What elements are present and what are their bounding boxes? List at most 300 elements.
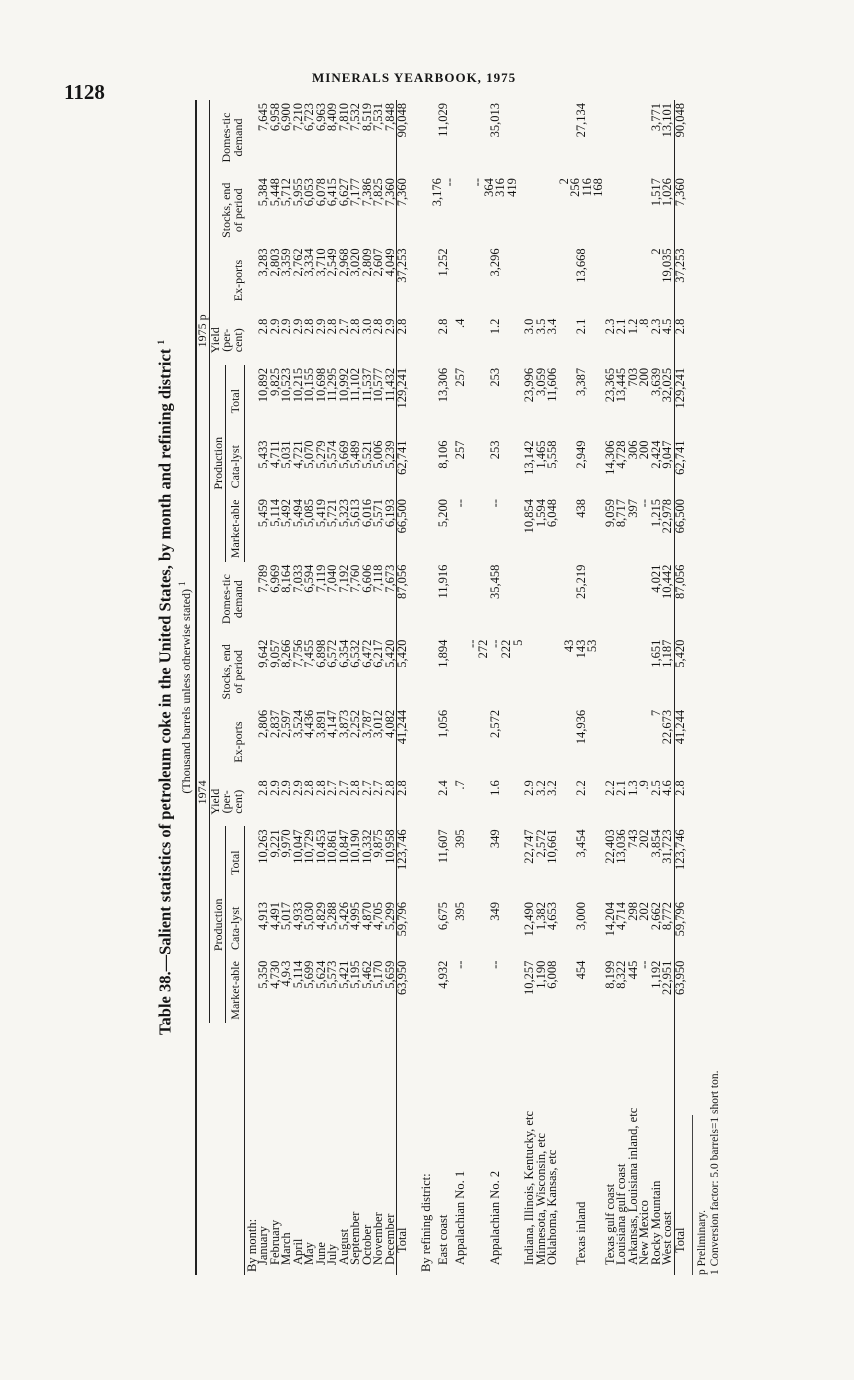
cell-1975 [536, 245, 548, 315]
footnote-conversion: 1 Conversion factor: 5.0 barrels=1 short ton. [709, 1070, 721, 1275]
cell-1974: 6,572 [325, 639, 339, 668]
cell-1975: 3,334 [302, 248, 316, 277]
cell-1974: 1,190 [533, 960, 548, 989]
cell-1975: 129,241 [674, 365, 686, 438]
cell-1975: 6,627 [336, 178, 351, 207]
cell-1975: 2.8 [674, 316, 686, 365]
cell-1975: 4.5 [660, 318, 674, 335]
total-header-1974: Total [225, 826, 244, 899]
cell-1974: 3,891 [313, 709, 328, 739]
row-label: June [313, 1242, 328, 1265]
cell-1974: 2.8 [674, 777, 686, 826]
month-row [339, 100, 351, 1275]
cell-1974: 5,573 [325, 960, 339, 989]
cell-1975: 5,384 [256, 178, 270, 207]
cell-1975: 11,295 [325, 367, 339, 402]
cell-1974: 7,673 [382, 564, 397, 593]
cell-1975: 2.8 [371, 318, 385, 335]
cell-1975: 257 [453, 440, 467, 460]
cell-1975: 5,279 [313, 440, 328, 469]
row-label: July [325, 1244, 339, 1265]
cell-1975: 1,215 [648, 499, 663, 528]
cell-1974: 3,787 [359, 709, 374, 739]
cell-1975: 2,949 [573, 440, 588, 469]
month-row [281, 100, 293, 1275]
cell-1975: 1,026 [660, 178, 674, 207]
cell-1974 [628, 637, 640, 707]
cell-1974: 3,854 [648, 829, 663, 858]
year-1974-header: 1974 [196, 562, 209, 1024]
cell-1974 [547, 562, 559, 637]
cell-1974: 445 [625, 960, 640, 980]
cell-1975: 62,741 [674, 437, 686, 496]
cell-1975: -- [453, 499, 467, 508]
cell-1975: 9,059 [602, 499, 617, 528]
cell-1975: 14,306 [602, 440, 617, 475]
cell-1975: 2,809 [359, 248, 374, 277]
cell-1974: 6,217 [371, 639, 385, 668]
cell-1974: 12,490 [522, 902, 536, 937]
empty-cell [419, 496, 433, 562]
cell-1974: 2.1 [614, 780, 628, 796]
cell-1974: 8,164 [279, 564, 293, 593]
cell-1975 [547, 245, 559, 315]
cell-1975: 5,239 [382, 440, 397, 469]
cell-1975 [616, 100, 628, 175]
cell-1975: 1,517 [648, 178, 663, 207]
district-row [559, 100, 605, 1275]
cell-1974: 6,898 [313, 639, 328, 668]
cell-1974: 2.8 [256, 780, 270, 796]
cell-1974: 5,299 [382, 902, 397, 931]
cell-1975: 10,523 [279, 367, 293, 403]
cell-1975: 5,558 [545, 440, 559, 469]
cell-1975 [605, 245, 617, 315]
empty-cell [419, 637, 433, 707]
cell-1975: 2.8 [348, 318, 362, 335]
cell-1974: 349 [487, 902, 502, 921]
cell-1975: 7,360 [674, 175, 686, 245]
row-label: Indiana, Illinois, Kentucky, etc [522, 1110, 536, 1265]
cell-1975: 3,059 [533, 367, 548, 396]
cell-1974: 3.2 [545, 780, 559, 796]
cell-1975: 2.8 [325, 318, 339, 335]
marketable-header-1975: Market-able [225, 496, 244, 562]
row-label: Total [397, 1023, 409, 1275]
row-label: Oklahoma, Kansas, etc [545, 1149, 559, 1265]
cell-1974: 8,266 [279, 639, 293, 668]
cell-1974: 41,244 [674, 707, 686, 777]
cell-1974: 2.7 [371, 780, 385, 796]
row-label: August [336, 1228, 351, 1265]
cell-1974: 10,847 [336, 829, 351, 864]
cell-1975: 3,771 [648, 103, 663, 132]
cell-1975: -- [487, 499, 502, 508]
cell-1974: 5,699 [302, 960, 316, 989]
cell-1974: 7,118 [371, 564, 385, 593]
cell-1975: 7,360 [397, 175, 409, 245]
row-label: March [279, 1232, 293, 1265]
yield-header-1974: Yield (per-cent) [207, 788, 245, 815]
cell-1974: 10,453 [313, 829, 328, 864]
cell-1974: 4,933 [290, 902, 305, 931]
cell-1975 [547, 175, 559, 245]
cell-1974: 4,705 [371, 902, 385, 931]
cell-1975: 2,803 [267, 248, 282, 277]
cell-1974: 123,746 [397, 826, 409, 899]
cell-1974: 1,382 [533, 902, 548, 931]
cell-1974: 9,970 [279, 829, 293, 858]
cell-1974: 63,950 [674, 958, 686, 1024]
district-row [628, 100, 640, 1275]
cell-1975: 7,810 [336, 103, 351, 132]
cell-1975: 2,424 [648, 440, 663, 469]
cell-1974: 41,244 [397, 707, 409, 777]
cell-1975 [524, 175, 536, 245]
row-label: February [267, 1219, 282, 1265]
district-total-row [674, 100, 686, 1275]
cell-1974: 7,192 [336, 564, 351, 593]
cell-1974: 2,597 [279, 709, 293, 739]
cell-1975: 5,459 [256, 499, 270, 528]
row-label: Total [674, 1023, 686, 1275]
district-row [547, 100, 559, 1275]
cell-1975: 2.9 [382, 318, 397, 335]
cell-1975: 5,419 [313, 499, 328, 528]
cell-1975: 8,409 [325, 103, 339, 132]
cell-1974: 5,420 [382, 639, 397, 668]
cell-1974: 4,9‹3 [279, 960, 293, 987]
cell-1974: 1,056 [435, 709, 450, 739]
cell-1975: 6,078 [313, 178, 328, 207]
cell-1975: 7,531 [371, 103, 385, 132]
empty-cell [419, 365, 433, 438]
cell-1975: 2.1 [614, 318, 628, 335]
cell-1975: 7,210 [290, 103, 305, 132]
cell-1975: 5,613 [348, 499, 362, 528]
cell-1975 [547, 100, 559, 175]
cell-1974: 8,199 [602, 960, 617, 989]
cell-1975: 2,549 [325, 248, 339, 277]
cell-1974: 3,012 [371, 709, 385, 739]
cell-1975: 3.0 [522, 318, 536, 335]
cell-1974 [605, 562, 617, 637]
cell-1975: 22,978 [660, 499, 674, 534]
cell-1974: 3,873 [336, 709, 351, 739]
cell-1974: -- [453, 960, 467, 969]
cell-1975: 7,532 [348, 103, 362, 132]
cell-1974: 22,747 [522, 829, 536, 864]
cell-1974: 31,723 [660, 829, 674, 864]
domestic-header-1974: Domes-tic demand [219, 574, 245, 625]
cell-1975: 1,594 [533, 499, 548, 528]
cell-1975: 8,106 [435, 440, 450, 469]
cell-1974: 2,572 [533, 829, 548, 858]
cell-1975: 6,963 [313, 103, 328, 132]
cell-1974: 6,354 [336, 639, 351, 668]
cell-1975: 6,053 [302, 178, 316, 207]
cell-1975: 10,854 [522, 499, 536, 534]
cell-1974 [547, 707, 559, 777]
district-row [455, 100, 467, 1275]
cell-1975 [455, 175, 467, 245]
cell-1974: 10,661 [545, 829, 559, 864]
cell-1974: 8,322 [614, 960, 628, 989]
month-row [258, 100, 270, 1275]
cell-1974: 4,995 [348, 902, 362, 931]
cell-1974 [524, 707, 536, 777]
cell-1974: 1,192 [648, 960, 663, 989]
section-label: By refining district: [418, 1173, 433, 1272]
cell-1975: 1,252 [435, 248, 450, 277]
cell-1974 [536, 562, 548, 637]
section-label: By month: [244, 1218, 259, 1272]
cell-1975: 10,992 [336, 367, 351, 403]
cell-1974: 2.8 [313, 780, 328, 796]
cell-1974: 7,040 [325, 564, 339, 593]
cell-1975 [616, 245, 628, 315]
cell-1975: 438 [573, 499, 588, 518]
district-row [524, 100, 536, 1275]
cell-1975: 3,296 [487, 248, 502, 277]
row-label: Louisiana gulf coast [614, 1163, 628, 1265]
page-number: 1128 [64, 80, 105, 104]
cell-1975: 2 [648, 248, 663, 255]
cell-1975: 4,049 [382, 248, 397, 277]
cell-1975: 3,639 [648, 367, 663, 396]
cell-1974: 11,607 [435, 829, 450, 864]
cell-1974 [536, 637, 548, 707]
district-row [605, 100, 617, 1275]
cell-1975 [628, 245, 640, 315]
cell-1975: 5,031 [279, 440, 293, 469]
cell-1975: 90,048 [674, 100, 686, 175]
cell-1974: 349 [487, 829, 502, 849]
empty-cell [419, 707, 433, 777]
cell-1975: 3,359 [279, 248, 293, 277]
month-row [304, 100, 316, 1275]
cell-1975: 3,176 -- [430, 178, 456, 207]
month-row [350, 100, 362, 1275]
footnotes [692, 1070, 722, 1275]
cell-1975: 7,645 [256, 103, 270, 132]
cell-1974: 2.2 [573, 780, 588, 796]
cell-1975: 2.9 [267, 318, 282, 335]
cell-1974: -- [637, 960, 651, 969]
cell-1975: 37,253 [674, 245, 686, 315]
cell-1975 [536, 175, 548, 245]
cell-1975 [628, 175, 640, 245]
cell-1974: 87,056 [674, 562, 686, 637]
cell-1974: 2.9 [290, 780, 305, 796]
cell-1974: 14,936 [573, 709, 588, 745]
row-label: Rocky Mountain [648, 1180, 663, 1265]
cell-1975: 2.8 [256, 318, 270, 335]
cell-1975: 3.5 [533, 318, 548, 335]
cell-1975: 5,494 [290, 499, 305, 528]
cell-1974: 1,651 [648, 639, 663, 668]
cell-1975: 32,025 [660, 367, 674, 403]
cell-1974: 10,442 [660, 564, 674, 599]
cell-1974: 7,033 [290, 564, 305, 593]
cell-1975: 200 [637, 440, 651, 460]
cell-1974: 1.3 [625, 780, 640, 796]
table-title: Table 38.—Salient statistics of petroleum coke in the United States, by month and refining district $^1$ [155, 340, 175, 1035]
row-label: East coast [435, 1214, 450, 1265]
cell-1975: 19,035 [660, 248, 674, 283]
row-label: Texas gulf coast [602, 1183, 617, 1265]
cell-1975: 5,433 [256, 440, 270, 469]
cell-1975: 3,387 [573, 367, 588, 396]
cell-1974: 63,950 [397, 958, 409, 1024]
year-1975-header: 1975 p [196, 100, 209, 562]
month-row [316, 100, 328, 1275]
cell-1975: 6,016 [359, 499, 374, 528]
district-row [467, 100, 525, 1275]
cell-1974: 59,796 [674, 899, 686, 958]
cell-1974: 6,472 [359, 639, 374, 668]
empty-cell [419, 777, 433, 826]
cell-1974: 14,204 [602, 902, 617, 937]
cell-1974: 5,350 [256, 960, 270, 989]
cell-1974: 1,187 [660, 639, 674, 668]
cell-1975: 5,712 [279, 178, 293, 207]
cell-1974: 2,662 [648, 902, 663, 931]
cell-1975: 2.7 [336, 318, 351, 335]
cell-1974 [455, 562, 467, 637]
marketable-header-1974: Market-able [225, 958, 244, 1024]
cell-1974 [616, 637, 628, 707]
cell-1975: 2.9 [290, 318, 305, 335]
total-header-1975: Total [225, 365, 244, 438]
production-header-1975: Production [209, 365, 225, 562]
cell-1974: 5,426 [336, 902, 351, 931]
cell-1974: 5,659 [382, 960, 397, 989]
cell-1975: 5,521 [359, 440, 374, 469]
production-header-1974: Production [209, 826, 225, 1023]
cell-1975: 13,668 [573, 248, 588, 283]
table-subtitle: (Thousand barrels unless otherwise stated) $^1$ [177, 581, 193, 794]
cell-1974: 1,894 [435, 639, 450, 668]
cell-1975: 4,721 [290, 440, 305, 469]
cell-1975 [536, 100, 548, 175]
cell-1975: 6,415 [325, 178, 339, 207]
cell-1975: 5,571 [371, 499, 385, 528]
cell-1974: 5,421 [336, 960, 351, 989]
cell-1974: 13,036 [614, 829, 628, 864]
cell-1974: 10,958 [382, 829, 397, 864]
cell-1975: 2 256 116 168 [556, 178, 605, 197]
cell-1975: 7,360 [382, 178, 397, 207]
cell-1975: -- 364 316 419 [470, 178, 519, 197]
row-label: September [348, 1211, 362, 1265]
month-total-row [397, 100, 409, 1275]
cell-1975: 6,193 [382, 499, 397, 528]
cell-1975: 10,892 [256, 367, 270, 403]
cell-1975: 90,048 [397, 100, 409, 175]
cell-1974: 9,875 [371, 829, 385, 858]
empty-cell [419, 245, 433, 315]
district-section-row [419, 100, 433, 1275]
empty-cell [419, 958, 433, 1024]
cell-1974: 4.6 [660, 780, 674, 796]
cell-1974: 1.6 [487, 780, 502, 796]
cell-1975: 2.9 [313, 318, 328, 335]
cell-1975: 253 [487, 367, 502, 387]
cell-1974: 4,082 [382, 709, 397, 739]
cell-1975: 37,253 [397, 245, 409, 315]
cell-1975: 66,500 [674, 496, 686, 562]
cell-1974: 10,190 [348, 829, 362, 864]
cell-1975: 6,723 [302, 103, 316, 132]
cell-1975: 2.8 [397, 316, 409, 365]
cell-1975: 13,306 [435, 367, 450, 403]
cell-1975: 2.1 [573, 318, 588, 335]
cell-1975: 397 [625, 499, 640, 518]
cell-1975: 10,155 [302, 367, 316, 403]
row-label: May [302, 1242, 316, 1265]
cell-1974: 22,673 [660, 709, 674, 745]
cell-1975: 13,142 [522, 440, 536, 475]
cell-1974: 7,455 [302, 639, 316, 668]
cell-1974: 4,870 [359, 902, 374, 931]
cell-1974: 10,263 [256, 829, 270, 864]
cell-1974: 4,829 [313, 902, 328, 931]
row-label: West coast [660, 1211, 674, 1265]
cell-1975 [605, 100, 617, 175]
cell-1975: 9,825 [267, 367, 282, 396]
month-row [270, 100, 282, 1275]
cell-1975: 7,848 [382, 103, 397, 132]
cell-1974 [628, 707, 640, 777]
domestic-header-1975: Domes-tic demand [219, 112, 245, 163]
blank-header [196, 1023, 209, 1275]
cell-1974: 2.4 [435, 780, 450, 796]
cell-1975: 62,741 [397, 437, 409, 496]
cell-1974: 2.7 [336, 780, 351, 796]
cell-1975 [455, 245, 467, 315]
cell-1974: 2.8 [397, 777, 409, 826]
cell-1974: 123,746 [674, 826, 686, 899]
cell-1974 [616, 707, 628, 777]
cell-1974: 2,572 [487, 709, 502, 739]
cell-1975: 306 [625, 440, 640, 460]
district-row [432, 100, 455, 1275]
cell-1974: 22,951 [660, 960, 674, 995]
cell-1974: 298 [625, 902, 640, 921]
cell-1974 [547, 637, 559, 707]
cell-1974: 2.5 [648, 780, 663, 796]
cell-1975: 5,492 [279, 499, 293, 528]
cell-1974 [524, 562, 536, 637]
row-label: Minnesota, Wisconsin, etc [533, 1133, 548, 1265]
cell-1975: 23,365 [602, 367, 617, 403]
cell-1974: 2.9 [279, 780, 293, 796]
cell-1974: 6,008 [545, 960, 559, 989]
cell-1975: 11,606 [545, 367, 559, 402]
cell-1975: 703 [625, 367, 640, 387]
cell-1974: 4,436 [302, 709, 316, 739]
cell-1975: .8 [637, 318, 651, 329]
cell-1974: 5,420 [674, 637, 686, 707]
cell-1975: 4,711 [267, 440, 282, 469]
empty-cell [419, 437, 433, 496]
cell-1975: 3,020 [348, 248, 362, 277]
cell-1975: 5,070 [302, 440, 316, 469]
rotated-table-block [148, 100, 721, 1275]
cell-1975 [639, 245, 651, 315]
cell-1974: 395 [453, 829, 467, 849]
